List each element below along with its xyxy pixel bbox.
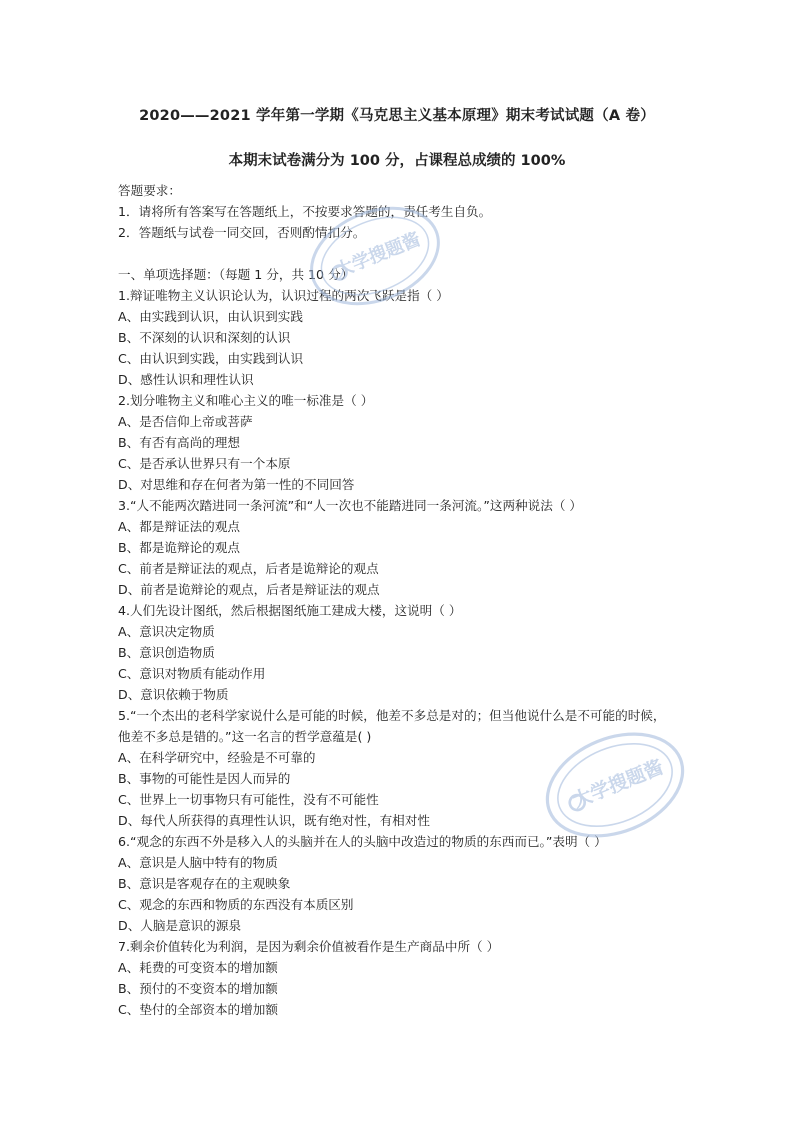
section-heading: 一、单项选择题：（每题 1 分，共 10 分） [118,267,354,282]
question-option: B、不深刻的认识和深刻的认识 [118,330,291,345]
question-option: D、前者是诡辩论的观点，后者是辩证法的观点 [118,582,380,597]
question-option: A、在科学研究中，经验是不可靠的 [118,750,316,765]
question-option: C、垫付的全部资本的增加额 [118,1002,278,1017]
question-option: D、感性认识和理性认识 [118,372,254,387]
spacer [118,243,678,264]
question-option: C、观念的东西和物质的东西没有本质区别 [118,897,354,912]
question-option: B、意识是客观存在的主观映象 [118,876,291,891]
question-option: C、由认识到实践，由实践到认识 [118,351,304,366]
svg-text:大学搜题酱: 大学搜题酱 [332,228,424,282]
question-option: B、事物的可能性是因人而异的 [118,771,291,786]
question-option: B、意识创造物质 [118,645,215,660]
question-stem: 6.“观念的东西不外是移入人的头脑并在人的头脑中改造过的物质的东西而已。”表明（ ） [118,834,607,849]
question-option: C、前者是辩证法的观点，后者是诡辩论的观点 [118,561,379,576]
exam-title: 2020——2021 学年第一学期《马克思主义基本原理》期末考试试题（A 卷） [139,108,655,124]
question-stem: 4.人们先设计图纸，然后根据图纸施工建成大楼，这说明（ ） [118,603,462,618]
question-stem: 7.剩余价值转化为利润，是因为剩余价值被看作是生产商品中所（ ） [118,939,500,954]
question-option: C、世界上一切事物只有可能性，没有不可能性 [118,792,379,807]
question-option: D、意识依赖于物质 [118,687,229,702]
question-option: B、都是诡辩论的观点 [118,540,240,555]
question-option: A、意识是人脑中特有的物质 [118,855,278,870]
instruction-item: 2．答题纸与试卷一同交回，否则酌情扣分。 [118,225,366,240]
question-option: B、预付的不变资本的增加额 [118,981,278,996]
question-option: A、耗费的可变资本的增加额 [118,960,278,975]
question-option: D、对思维和存在何者为第一性的不同回答 [118,477,355,492]
question-option: A、是否信仰上帝或菩萨 [118,414,253,429]
exam-body [118,180,678,1020]
question-stem: 5.“一个杰出的老科学家说什么是可能的时候，他差不多总是对的；但当他说什么是不可能的时候，他差不多总是错的。”这一名言的哲学意蕴是( ) [118,708,666,744]
question-option: D、人脑是意识的源泉 [118,918,242,933]
question-option: A、都是辩证法的观点 [118,519,240,534]
question-stem: 2.划分唯物主义和唯心主义的唯一标准是（ ） [118,393,374,408]
instructions-heading: 答题要求： [118,183,181,198]
question-option: C、是否承认世界只有一个本原 [118,456,291,471]
question-option: D、每代人所获得的真理性认识，既有绝对性，有相对性 [118,813,430,828]
question-option: A、意识决定物质 [118,624,215,639]
question-option: A、由实践到认识，由认识到实践 [118,309,303,324]
svg-text:大学搜题酱: 大学搜题酱 [569,755,667,813]
question-option: C、意识对物质有能动作用 [118,666,266,681]
question-stem: 1.辩证唯物主义认识论认为，认识过程的两次飞跃是指（ ） [118,288,449,303]
instruction-item: 1．请将所有答案写在答题纸上，不按要求答题的，责任考生自负。 [118,204,492,219]
question-stem: 3.“人不能两次踏进同一条河流”和“人一次也不能踏进同一条河流。”这两种说法（ ） [118,498,583,513]
exam-subtitle: 本期末试卷满分为 100 分，占课程总成绩的 100% [228,153,566,169]
question-option: B、有否有高尚的理想 [118,435,240,450]
